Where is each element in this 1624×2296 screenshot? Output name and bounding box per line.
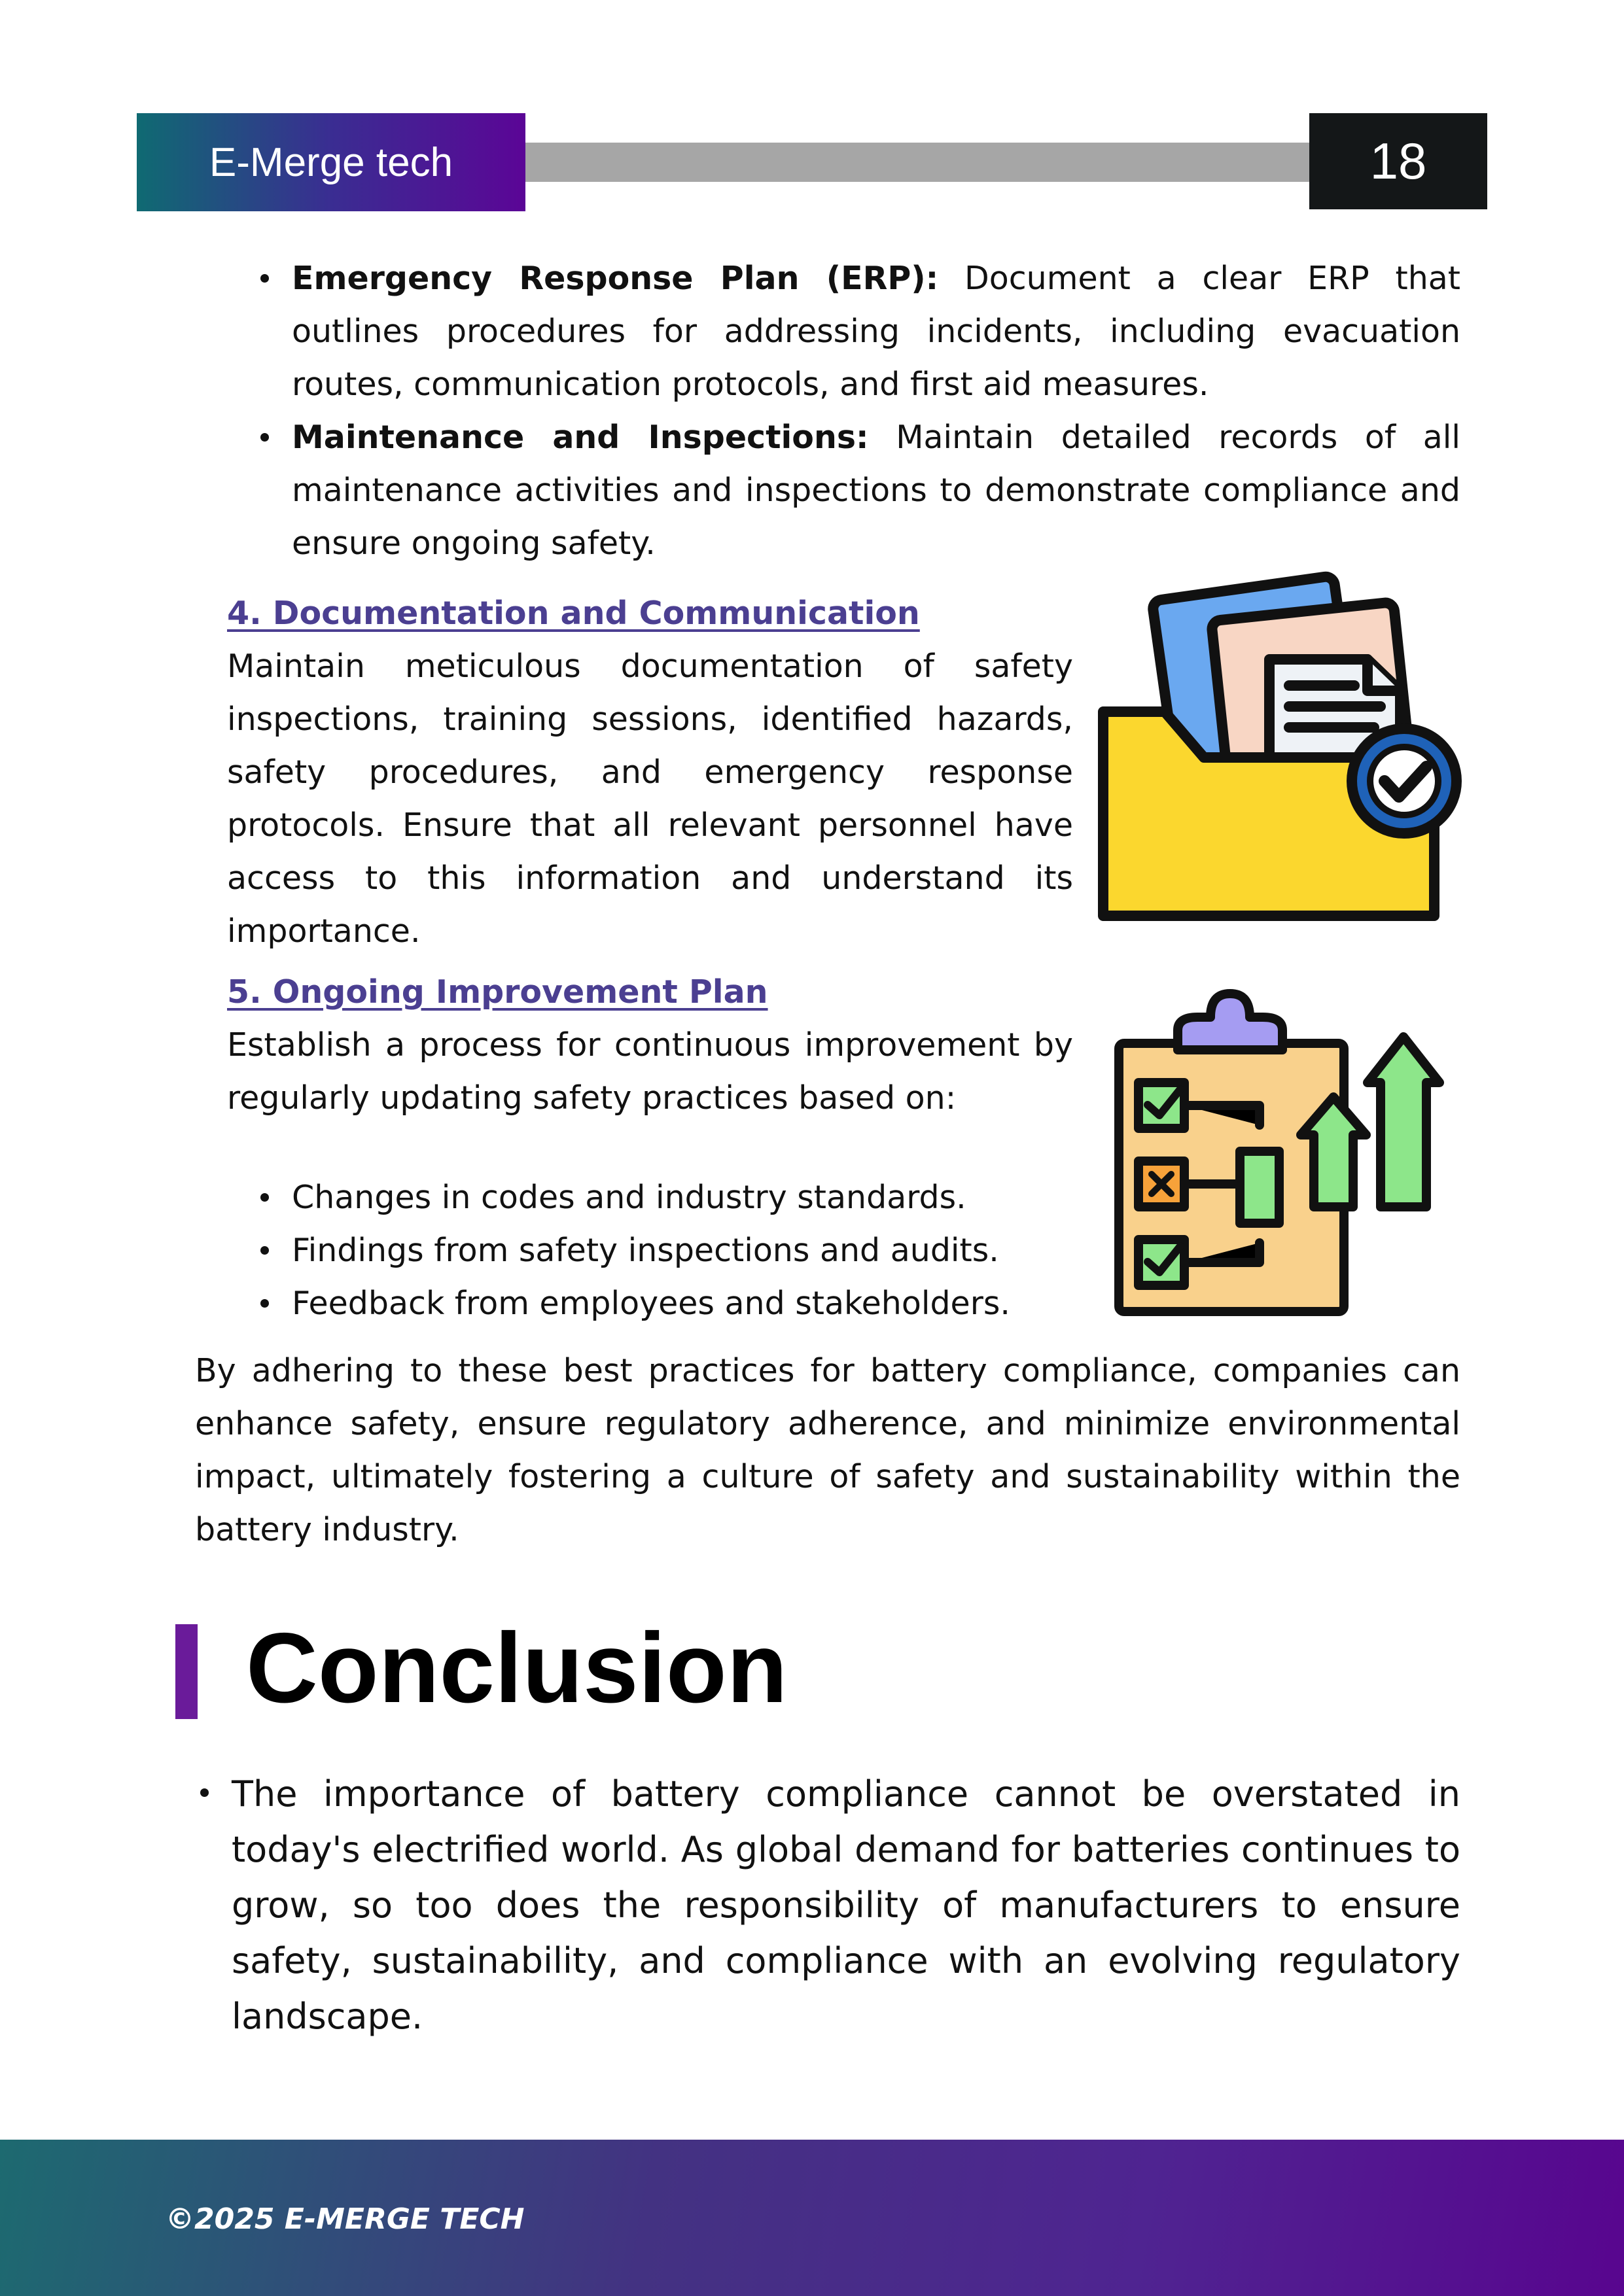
section5-body: Establish a process for continuous improvement by regularly updating safety practices based on: <box>227 1026 1073 1117</box>
footer-copyright: ©2025 E-MERGE TECH <box>166 2202 525 2236</box>
section5-heading: 5. Ongoing Improvement Plan <box>227 973 768 1011</box>
list-item <box>292 411 1460 570</box>
page-number: 18 <box>1369 132 1427 190</box>
page-number-box <box>1309 113 1487 209</box>
closing-paragraph: By adhering to these best practices for battery compliance, companies can enhance safety, ensure regulatory adherence, and minimize environmental impact, ultimately fostering a culture of safety and sustainability within the battery industry. <box>195 1352 1460 1548</box>
section5-bullet-list <box>292 1171 1077 1330</box>
list-item: Feedback from employees and stakeholders. <box>292 1277 1077 1330</box>
clipboard-checklist-growth-icon <box>1106 984 1453 1325</box>
header-divider-bar <box>525 143 1311 182</box>
brand-name: E-Merge tech <box>209 139 453 185</box>
list-item: The importance of battery compliance cannot be overstated in today's electrified world. As global demand for batteries continues to grow, so too does the responsibility of manufacturers to ensure safety, sustainability, and compliance with an evolving regulatory landscape. <box>232 1766 1460 2044</box>
bullet-text: Maintain detailed records of all maintenance activities and inspections to demonstrate compliance and ensure ongoing safety. <box>292 419 1461 562</box>
header-brand <box>137 113 525 211</box>
folder-documents-check-icon <box>1093 561 1466 934</box>
bullet-label: Emergency Response Plan (ERP): <box>292 260 939 297</box>
list-item: Changes in codes and industry standards. <box>292 1171 1077 1224</box>
conclusion-title: Conclusion <box>246 1612 788 1724</box>
conclusion-bullet-list <box>232 1766 1460 2044</box>
section4-heading: 4. Documentation and Communication <box>227 595 920 632</box>
list-item <box>292 252 1460 411</box>
top-bullet-list <box>292 252 1460 570</box>
conclusion-accent-bar <box>175 1624 198 1719</box>
section4-body: Maintain meticulous documentation of safety inspections, training sessions, identified hazards, safety procedures, and emergency response protocols. Ensure that all relevant personnel have access to this information and understand its importance. <box>227 648 1073 950</box>
bullet-text: Document a clear ERP that outlines procedures for addressing incidents, including evacuation routes, communication protocols, and first aid measures. <box>292 260 1460 403</box>
list-item: Findings from safety inspections and audits. <box>292 1224 1077 1277</box>
bullet-label: Maintenance and Inspections: <box>292 419 869 456</box>
